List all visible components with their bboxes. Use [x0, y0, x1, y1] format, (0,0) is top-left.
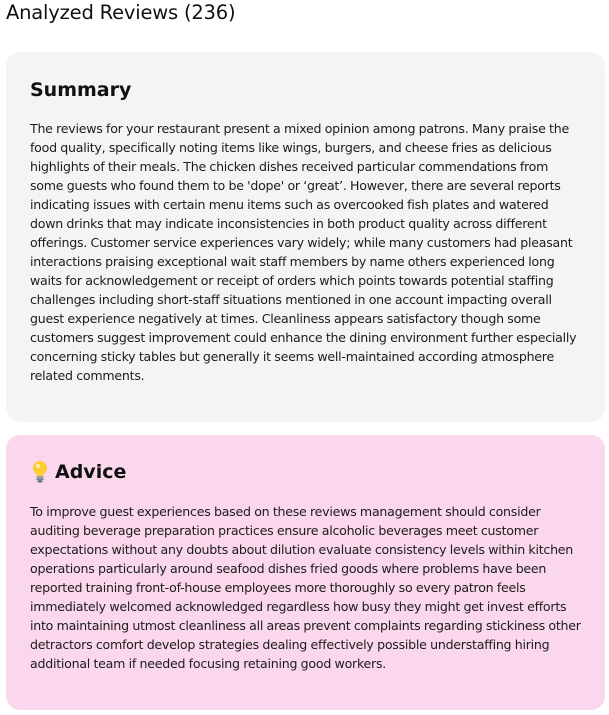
advice-heading: Advice — [55, 461, 127, 483]
summary-text: The reviews for your restaurant present a mixed opinion among patrons. Many praise the food quality, specifically noting items like wings, burgers, and cheese fries as delicious highlights of their meals. The chicken dishes received particular commendations from some guests who found them to be 'dope' or ‘great’. However, there are several reports indicating issues with certain menu items such as overcooked fish plates and watered down drinks that may indicate inconsistencies in both product quality across different offerings. Customer service experiences vary widely; while many customers had pleasant interactions praising exceptional wait staff members by name others experienced long waits for acknowledgement or receipt of orders which points towards potential staffing challenges including short-staff situations mentioned in one account impacting overall guest experience negatively at times. Cleanliness appears satisfactory though some customers suggest improvement could enhance the dining environment further especially concerning sticky tables but generally it seems well-maintained according atmosphere related comments. — [30, 121, 577, 383]
summary-card — [6, 52, 605, 422]
page-title: Analyzed Reviews (236) — [6, 1, 236, 24]
advice-card — [6, 435, 605, 710]
advice-text: To improve guest experiences based on these reviews management should consider auditing beverage preparation practices ensure alcoholic beverages meet customer expectations without any doubts about dilution evaluate consistency levels within kitchen operations particularly around seafood dishes fried goods where problems have been reported training front-of-house employees more thoroughly so every patron feels immediately welcomed acknowledged regardless how busy they might get invest efforts into maintaining utmost cleanliness all areas prevent complaints regarding stickiness other detractors comfort develop strategies dealing effectively possible understaffing hiring additional team if needed focusing retaining good workers. — [30, 504, 581, 671]
lightbulb-icon — [30, 460, 50, 484]
advice-heading-row — [30, 459, 581, 485]
summary-heading: Summary — [30, 79, 132, 101]
